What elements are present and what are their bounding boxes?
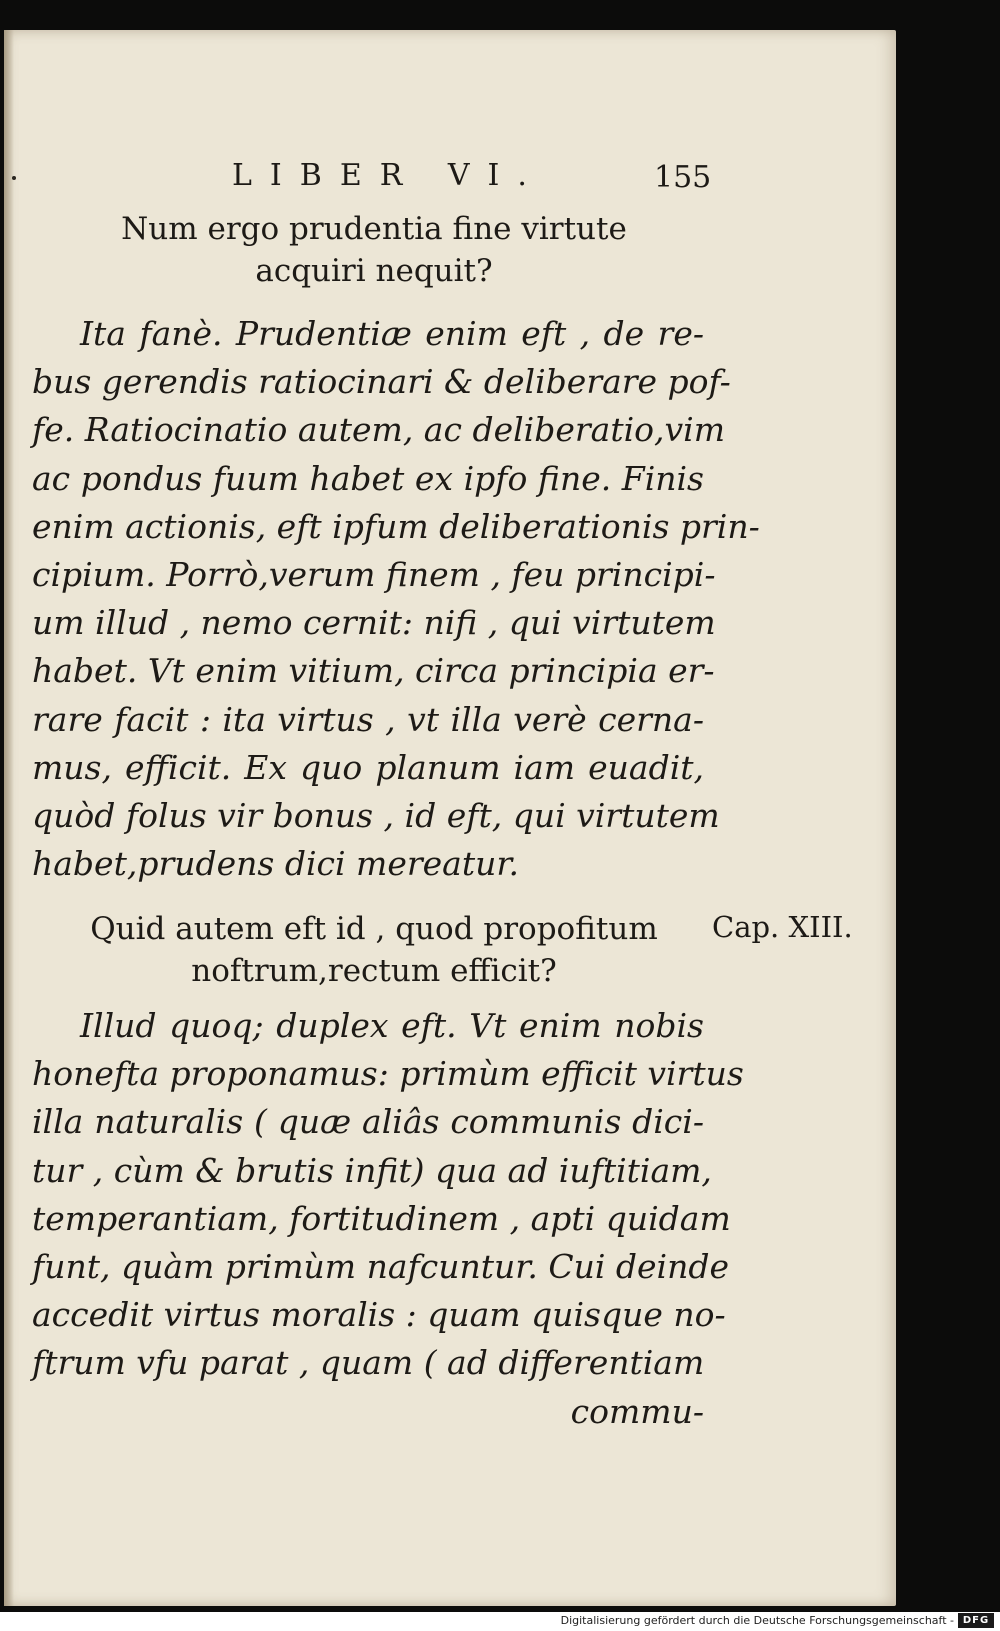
dfg-logo: DFG [958, 1613, 994, 1628]
question-heading-2 [84, 908, 664, 992]
text-line: bus gerendis ratiocinari & deliberare pof- [32, 362, 731, 402]
page-gutter-shadow [4, 30, 14, 1606]
question-line: Quid autem eft id , quod propofitum [90, 911, 658, 947]
book-page [4, 30, 896, 1606]
text-line: um illud , nemo cernit: nifi , qui virtutem [32, 603, 716, 643]
question-line: acquiri nequit? [255, 253, 493, 289]
question-line: noftrum,rectum efficit? [191, 953, 557, 989]
text-line: temperantiam, fortitudinem , apti quidam [32, 1198, 731, 1238]
text-line: accedit virtus moralis : quam quisque no- [32, 1295, 726, 1335]
page-number: 155 [654, 160, 712, 195]
text-line: habet. Vt enim vitium, circa principia er- [32, 651, 715, 691]
text-line: habet,prudens dici mereatur. [32, 844, 519, 884]
running-head: LIBER VI. [232, 158, 545, 193]
text-line: enim actionis, eft ipfum deliberationis prin- [32, 506, 760, 546]
text-line: ac pondus fuum habet ex ipfo fine. Finis [32, 458, 704, 498]
paper-speck [12, 176, 16, 180]
digitization-credit: Digitalisierung gefördert durch die Deutsche Forschungsgemeinschaft - [560, 1614, 954, 1627]
question-line: Num ergo prudentia fine virtute [121, 211, 627, 247]
text-line: ftrum vfu parat , quam ( ad differentiam [32, 1343, 705, 1383]
answer-paragraph-1 [32, 310, 760, 888]
text-line: mus, efficit. Ex quo planum iam euadit, [32, 747, 704, 787]
chapter-margin-note: Cap. XIII. [712, 910, 853, 944]
catchword: commu- [570, 1391, 704, 1431]
text-line: Illud quoq; duplex eft. Vt enim nobis [80, 1006, 704, 1045]
text-line: cipium. Porrò,verum finem , feu principi- [32, 555, 716, 595]
question-heading-1 [94, 208, 654, 292]
text-line: funt, quàm primùm nafcuntur. Cui deinde [32, 1247, 730, 1287]
text-line: honefta proponamus: primùm efficit virtus [32, 1054, 744, 1094]
text-line: rare facit : ita virtus , vt illa verè cerna- [32, 699, 704, 739]
text-line: fe. Ratiocinatio autem, ac deliberatio,vim [32, 410, 725, 450]
text-line: quòd folus vir bonus , id eft, qui virtutem [32, 796, 720, 836]
text-line: Ita fanè. Prudentiæ enim eft , de re- [80, 314, 704, 353]
text-line: illa naturalis ( quæ aliâs communis dici- [32, 1102, 704, 1142]
answer-paragraph-2 [32, 1002, 744, 1436]
text-line: tur , cùm & brutis infit) qua ad iuftitiam, [32, 1150, 712, 1190]
